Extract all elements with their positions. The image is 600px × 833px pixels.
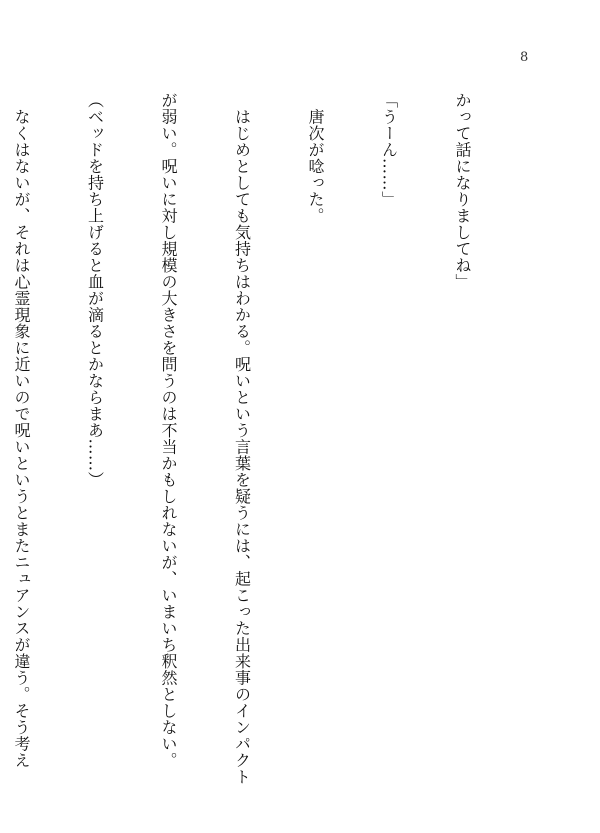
text-line: （ベッドを持ち上げると血が滴るとかならまあ……）	[85, 92, 105, 488]
text-line: はじめとしても気持ちはわかる。呪いという言葉を疑うには、起こった出来事のインパクト	[232, 92, 252, 785]
text-line: 「うーん……」	[379, 92, 399, 208]
text-line: かって話になりましてね」	[453, 92, 472, 290]
text-line: 唐次が唸った。	[306, 92, 325, 224]
vertical-body-text	[0, 92, 523, 792]
page-number: 8	[520, 50, 529, 65]
text-line: なくはないが、それは心霊現象に近いので呪いというとまたニュアンスが違う。そう考え	[12, 92, 31, 769]
text-line: が弱い。呪いに対し規模の大きさを問うのは不当かもしれないが、いまいち釈然としない。	[159, 92, 178, 769]
